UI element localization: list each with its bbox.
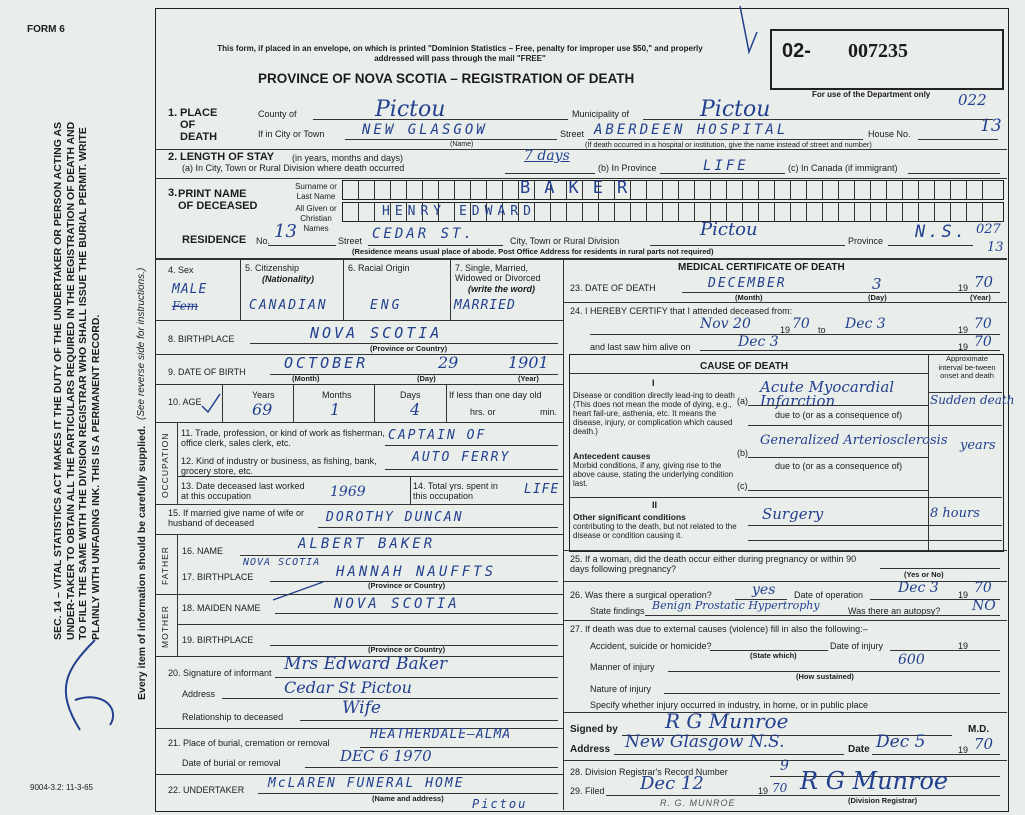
due-to-b: due to (or as a consequence of) bbox=[775, 461, 903, 471]
attend-to-prefix: 19 bbox=[958, 325, 969, 335]
occ-v14: LIFE bbox=[524, 482, 560, 497]
surname-value: BAKER bbox=[520, 178, 642, 198]
informant-sig-label: 20. Signature of informant bbox=[168, 668, 272, 678]
dob-year-cap: (Year) bbox=[518, 374, 539, 383]
age-check bbox=[200, 392, 222, 416]
undertaker-town: Pictou bbox=[472, 797, 528, 811]
marital-sub: (write the word) bbox=[468, 284, 535, 294]
margin-scribble bbox=[35, 630, 125, 740]
medical-title: MEDICAL CERTIFICATE OF DEATH bbox=[678, 262, 845, 273]
municipality-value: Pictou bbox=[700, 97, 771, 122]
reg-prefix: 02- bbox=[782, 40, 811, 62]
dob-year: 1901 bbox=[508, 353, 549, 372]
residence-division: Pictou bbox=[700, 219, 758, 240]
residence-street: CEDAR ST. bbox=[372, 226, 475, 242]
death-month-cap: (Month) bbox=[735, 293, 763, 302]
filed-year-prefix: 19 bbox=[758, 786, 769, 796]
careful-note: Every item of information should be carefully supplied. bbox=[136, 425, 148, 700]
death-year: 70 bbox=[974, 273, 994, 291]
father-birthplace: NOVA SCOTIA bbox=[243, 557, 321, 568]
age-label: 10. AGE bbox=[168, 397, 202, 407]
age-years-label: Years bbox=[252, 390, 275, 400]
sex-label: 4. Sex bbox=[168, 265, 194, 275]
occ-v12: AUTO FERRY bbox=[412, 450, 511, 465]
injury-year-prefix: 19 bbox=[958, 641, 969, 651]
op-year-prefix: 19 bbox=[958, 590, 969, 600]
stay-label: LENGTH OF STAY bbox=[180, 151, 275, 163]
md-label: M.D. bbox=[968, 724, 990, 735]
citizenship-value: CANADIAN bbox=[249, 298, 328, 313]
age-less-day: If less than one day old bbox=[449, 390, 542, 400]
record-number: 9 bbox=[780, 758, 789, 774]
mother-name-overflow: HANNAH NAUFFTS bbox=[336, 564, 497, 580]
occupation-side-label: OCCUPATION bbox=[160, 432, 170, 498]
signed-value: R G Munroe bbox=[665, 709, 789, 733]
age-months-label: Months bbox=[322, 390, 352, 400]
antecedent-desc: Morbid conditions, if any, giving rise to the above cause, stating the underlying condition last. bbox=[573, 461, 734, 488]
county-value: Pictou bbox=[375, 97, 446, 122]
occ-v11: CAPTAIN OF bbox=[388, 428, 487, 443]
check-mark bbox=[735, 4, 765, 59]
q26-label: 26. Was there a surgical operation? bbox=[570, 590, 712, 600]
place-num: 1. bbox=[168, 107, 178, 119]
age-days-label: Days bbox=[400, 390, 421, 400]
sig-date: Dec 5 bbox=[876, 732, 926, 752]
informant-address: Cedar St Pictou bbox=[284, 678, 412, 697]
street-value: ABERDEEN HOSPITAL bbox=[594, 122, 789, 138]
marital-label: 7. Single, Married, Widowed or Divorced bbox=[455, 263, 541, 283]
attend-from-year: 70 bbox=[792, 316, 810, 332]
other-label: Other significant conditions bbox=[573, 512, 686, 522]
age-min: min. bbox=[540, 407, 558, 417]
state-which: (State which) bbox=[750, 651, 797, 660]
given-value: HENRY EDWARD bbox=[382, 204, 536, 219]
age-months: 1 bbox=[330, 400, 341, 419]
informant-address-label: Address bbox=[182, 689, 216, 699]
yes-no-caption: (Yes or No) bbox=[904, 570, 944, 579]
cause-a: Acute Myocardial Infarction bbox=[760, 378, 895, 410]
filed-date: Dec 12 bbox=[640, 773, 704, 794]
q23-label: 23. DATE OF DEATH bbox=[570, 283, 656, 293]
age-hrs: hrs. or bbox=[470, 407, 496, 417]
occ-q12: 12. Kind of industry or business, as fishing, bank, grocery store, etc. bbox=[181, 456, 377, 476]
burial-place-label: 21. Place of burial, cremation or removal bbox=[168, 738, 330, 748]
dob-month: OCTOBER bbox=[284, 354, 369, 372]
attend-to-year: 70 bbox=[974, 316, 992, 332]
occ-v13: 1969 bbox=[330, 484, 366, 500]
last-saw: Dec 3 bbox=[738, 334, 779, 350]
mother-birthplace-label: 19. BIRTHPLACE bbox=[182, 635, 254, 645]
see-reverse: (See reverse side for instructions.) bbox=[136, 267, 147, 420]
q29-label: 29. Filed bbox=[570, 786, 605, 796]
op-date-label: Date of operation bbox=[794, 590, 864, 600]
stay-num: 2. bbox=[168, 151, 178, 163]
mother-maiden-label: 18. MAIDEN NAME bbox=[182, 603, 261, 613]
city-label: If in City or Town bbox=[258, 129, 325, 139]
sec-i: I bbox=[652, 378, 655, 388]
residence-no-label: No. bbox=[256, 236, 271, 246]
last-saw-label: and last saw him alive on bbox=[590, 342, 691, 352]
q27-label: 27. If death was due to external causes (violence) fill in also the following:– bbox=[570, 624, 868, 634]
residence-no: 13 bbox=[274, 221, 297, 242]
undertaker-label: 22. UNDERTAKER bbox=[168, 785, 245, 795]
citizenship-label: 5. Citizenship bbox=[245, 263, 300, 273]
residence-street-label: Street bbox=[338, 236, 363, 246]
stay-a-value: 7 days bbox=[524, 148, 570, 164]
signed-label: Signed by bbox=[570, 724, 618, 735]
antecedent-label: Antecedent causes bbox=[573, 451, 651, 461]
dept-code: 022 bbox=[958, 91, 987, 109]
last-saw-year: 70 bbox=[974, 334, 992, 350]
direct-label: Disease or condition directly lead-ing to death (This does not mean the mode of dying, e.g., heart fail-ure, asthenia, etc. It means the disease, injury, or complication which caused death.) bbox=[573, 391, 735, 436]
burial-date-label: Date of burial or removal bbox=[182, 758, 281, 768]
sex-value: MALE bbox=[172, 282, 208, 297]
dob-day: 29 bbox=[438, 353, 459, 372]
statute-text: SEC. 14 – VITAL STATISTICS ACT MAKES IT THE DUTY OF THE UNDERTAKER OR PERSON ACTING AS UNDER-TAKER TO OBTAIN ALL THE PARTICULARS REQUIRED IN THE REGISTRATION OF DEATH AND TO FILE THE SAME WITH THE DIVISION REGISTRAR WHO SHALL ISSUE THE BURIAL PERMIT. WRITE PLAINLY WITH UNFADING INK. THIS IS A PERMANENT RECORD. bbox=[52, 121, 102, 640]
burial-place: HEATHERDALE–ALMA bbox=[370, 727, 512, 742]
sex-struck: Fem bbox=[172, 299, 199, 313]
birthplace-label: 8. BIRTHPLACE bbox=[168, 334, 235, 344]
father-birthplace-label: 17. BIRTHPLACE bbox=[182, 572, 254, 582]
stay-c-label: (c) In Canada (if immigrant) bbox=[788, 163, 898, 173]
death-month: DECEMBER bbox=[708, 276, 787, 291]
municipality-label: Municipality of bbox=[572, 109, 630, 119]
residence-province-label: Province bbox=[848, 236, 884, 246]
residence-note: (Residence means usual place of abode. Post Office Address for residents in rural parts not required) bbox=[352, 247, 714, 256]
death-year-cap: (Year) bbox=[970, 293, 991, 302]
informant-relationship: Wife bbox=[342, 698, 381, 718]
city-name-note: (Name) bbox=[450, 141, 474, 148]
stay-hint: (in years, months and days) bbox=[292, 153, 404, 163]
undertaker-value: McLAREN FUNERAL HOME bbox=[268, 776, 465, 791]
stay-b-label: (b) In Province bbox=[598, 163, 657, 173]
father-name: ALBERT BAKER bbox=[298, 536, 436, 552]
autopsy-value: NO bbox=[972, 598, 996, 614]
marital-value: MARRIED bbox=[454, 298, 516, 313]
last-saw-prefix: 19 bbox=[958, 342, 969, 352]
other-desc: contributing to the death, but not related to the disease or condition causing it. bbox=[573, 522, 737, 540]
interval-a: Sudden death bbox=[930, 393, 1015, 407]
cause-title: CAUSE OF DEATH bbox=[700, 361, 789, 372]
death-year-prefix: 19 bbox=[958, 283, 969, 293]
due-to-a: due to (or as a consequence of) bbox=[775, 410, 903, 420]
dob-month-cap: (Month) bbox=[292, 374, 320, 383]
age-years: 69 bbox=[252, 400, 273, 419]
father-birthplace-caption: (Province or Country) bbox=[368, 581, 446, 590]
op-date: Dec 3 bbox=[898, 580, 939, 596]
undertaker-caption: (Name and address) bbox=[372, 794, 444, 803]
registrar-caption: (Division Registrar) bbox=[848, 796, 918, 805]
nature-label: Nature of injury bbox=[590, 684, 652, 694]
accident-label: Accident, suicide or homicide? bbox=[590, 641, 712, 651]
occ-q14: 14. Total yrs. spent in this occupation bbox=[413, 481, 498, 501]
residence-label: RESIDENCE bbox=[182, 234, 247, 246]
residence-code2: 13 bbox=[987, 240, 1004, 255]
sig-year-prefix: 19 bbox=[958, 745, 969, 755]
other-cause: Surgery bbox=[762, 505, 824, 523]
other-interval: 8 hours bbox=[930, 506, 980, 521]
stay-b-value: LIFE bbox=[703, 158, 749, 174]
county-label: County of bbox=[258, 109, 297, 119]
mother-side-label: MOTHER bbox=[160, 605, 170, 648]
city-value: NEW GLASGOW bbox=[362, 122, 488, 138]
age-days: 4 bbox=[410, 400, 421, 419]
injury-date-label: Date of injury bbox=[830, 641, 884, 651]
filed-year: 70 bbox=[772, 781, 788, 795]
sec-ii: II bbox=[652, 500, 658, 510]
mother-maiden: NOVA SCOTIA bbox=[334, 596, 460, 612]
informant-signature: Mrs Edward Baker bbox=[284, 654, 448, 674]
stay-a-label: (a) In City, Town or Rural Division where death occurred bbox=[182, 163, 405, 173]
name-label: PRINT NAME OF DECEASED bbox=[178, 188, 258, 212]
occ-q13: 13. Date deceased last worked at this occupation bbox=[181, 481, 305, 501]
father-side-label: FATHER bbox=[160, 546, 170, 585]
sig-year: 70 bbox=[974, 735, 994, 753]
dob-day-cap: (Day) bbox=[417, 374, 436, 383]
residence-province: N.S. bbox=[915, 222, 968, 242]
findings-value: Benign Prostatic Hypertrophy bbox=[652, 599, 820, 612]
sig-address-label: Address bbox=[570, 744, 611, 755]
attend-from: Nov 20 bbox=[700, 316, 751, 332]
name-num: 3. bbox=[168, 187, 178, 199]
citizenship-sub: (Nationality) bbox=[262, 274, 315, 284]
attend-to: Dec 3 bbox=[845, 316, 886, 332]
spouse-value: DOROTHY DUNCAN bbox=[326, 510, 464, 525]
burial-date: DEC 6 1970 bbox=[340, 747, 432, 765]
registrar-signature: R G Munroe bbox=[800, 767, 949, 795]
sig-address: New Glasgow N.S. bbox=[625, 732, 785, 752]
how-sustained: (How sustained) bbox=[796, 672, 854, 681]
op-year: 70 bbox=[974, 580, 992, 596]
q25-label: 25. If a woman, did the death occur either during pregnancy or within 90 days following pregnancy? bbox=[570, 554, 857, 574]
postal-notice: This form, if placed in an envelope, on which is printed "Dominion Statistics – Free, penalty for improper use $50," and properly addressed will pass through the mail "FREE" bbox=[217, 44, 703, 63]
sig-date-label: Date bbox=[848, 744, 870, 755]
q28-label: 28. Division Registrar's Record Number bbox=[570, 767, 728, 777]
given-label: All Given or Christian Names bbox=[295, 204, 337, 233]
injury-value: 600 bbox=[898, 652, 925, 668]
registrar-print: R. G. MUNROE bbox=[660, 798, 736, 808]
residence-code: 027 bbox=[976, 222, 1001, 237]
manner-label: Manner of injury bbox=[590, 662, 655, 672]
hospital-note: (If death occurred in a hospital or institution, give the name instead of street and number) bbox=[585, 140, 872, 149]
house-label: House No. bbox=[868, 129, 911, 139]
autopsy-label: Was there an autopsy? bbox=[848, 606, 941, 616]
surgery-value: yes bbox=[752, 582, 776, 598]
birthplace-value: NOVA SCOTIA bbox=[310, 324, 443, 342]
interval-label: Approximate interval be-tween onset and death bbox=[938, 354, 996, 380]
occ-q11: 11. Trade, profession, or kind of work as fisherman, office clerk, sales clerk, etc. bbox=[181, 428, 385, 448]
street-label: Street bbox=[560, 129, 585, 139]
form-title: PROVINCE OF NOVA SCOTIA – REGISTRATION OF DEATH bbox=[258, 71, 635, 86]
residence-division-label: City, Town or Rural Division bbox=[510, 236, 620, 246]
specify-label: Specify whether injury occurred in industry, in home, or in public place bbox=[590, 700, 868, 710]
racial-label: 6. Racial Origin bbox=[348, 263, 410, 273]
racial-value: ENG bbox=[370, 298, 403, 313]
death-day: 3 bbox=[872, 275, 882, 293]
dob-label: 9. DATE OF BIRTH bbox=[168, 367, 246, 377]
findings-label: State findings bbox=[590, 606, 645, 616]
print-code: 9004-3.2: 11-3-65 bbox=[30, 783, 94, 792]
to-label: to bbox=[818, 325, 826, 335]
stray-mark bbox=[268, 578, 328, 604]
father-name-label: 16. NAME bbox=[182, 546, 224, 556]
attend-from-prefix: 19 bbox=[780, 325, 791, 335]
mother-birthplace-caption: (Province or Country) bbox=[368, 645, 446, 654]
house-value: 13 bbox=[980, 116, 1002, 136]
place-label: PLACE OF DEATH bbox=[180, 107, 218, 143]
dept-use-label: For use of the Department only bbox=[812, 90, 931, 99]
q24-label: 24. I HEREBY CERTIFY that I attended deceased from: bbox=[570, 306, 793, 316]
surname-label: Surname or Last Name bbox=[295, 182, 337, 201]
birthplace-caption: (Province or Country) bbox=[370, 344, 448, 353]
death-day-cap: (Day) bbox=[868, 293, 887, 302]
informant-relationship-label: Relationship to deceased bbox=[182, 712, 284, 722]
cause-b: Generalized Arteriosclerosis bbox=[760, 433, 948, 448]
form-number: FORM 6 bbox=[27, 24, 65, 35]
spouse-label: 15. If married give name of wife or husband of deceased bbox=[168, 508, 305, 528]
interval-b: years bbox=[960, 438, 996, 453]
reg-number: 007235 bbox=[848, 40, 908, 62]
